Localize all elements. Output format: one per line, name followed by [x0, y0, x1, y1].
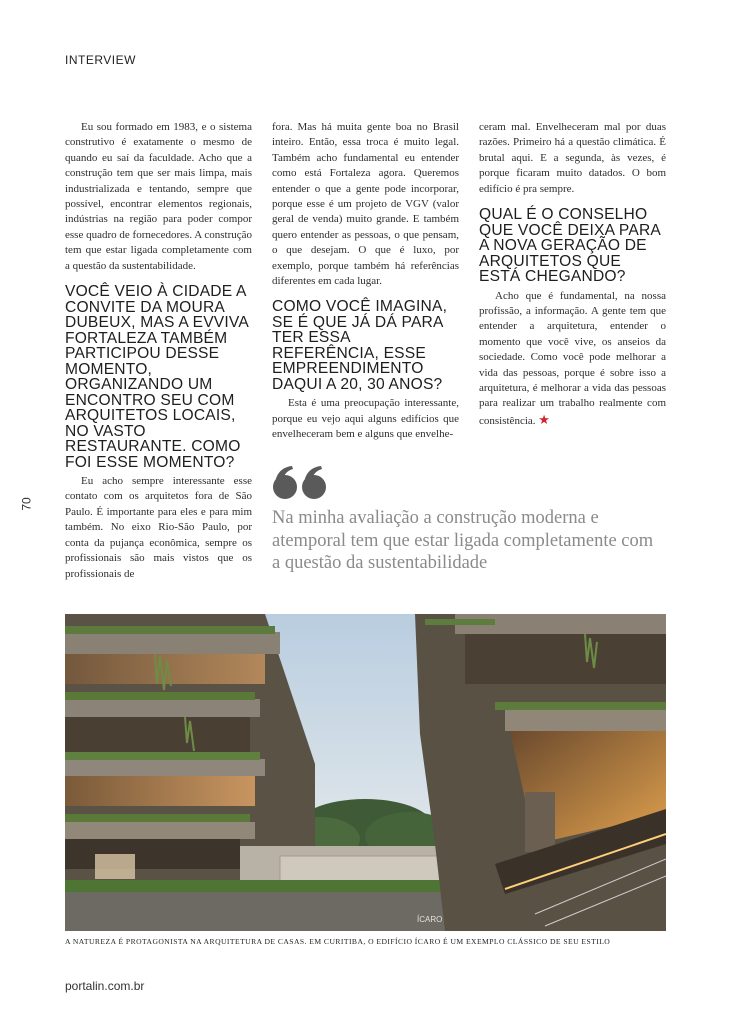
question-heading: QUAL É O CONSELHO QUE VOCÊ DEIXA PARA A NOVA GERAÇÃO DE ARQUITETOS QUE ESTÁ CHEGANDO? [479, 206, 661, 286]
answer-paragraph: ceram mal. Envelheceram mal por duas razões. Primeiro há a questão climática. É brutal aqui. E a segunda, às vezes, é porque ficaram muito datados. O bom edifício é pra sempre. [479, 121, 666, 195]
question-heading: VOCÊ VEIO À CIDADE A CONVITE DA MOURA DUBEUX, MAS A EVVIVA FORTALEZA TAMBÉM PARTICIPOU DESSE MOMENTO, ORGANIZANDO UM ENCONTRO SEU COM ARQUITETOS LOCAIS, NO VASTO RESTAURANTE. COMO FOI ESSE MOMENTO? [65, 283, 249, 471]
quote-icon [272, 465, 330, 501]
page-number: 70 [19, 497, 34, 511]
question-heading: COMO VOCÊ IMAGINA, SE É QUE JÁ DÁ PARA TER ESSA REFERÊNCIA, ESSE EMPREENDIMENTO DAQUI A 20, 30 ANOS? [272, 298, 448, 393]
footer-site: portalin.com.br [65, 979, 145, 993]
answer-paragraph: Esta é uma preocupação interessante, porque eu vejo aqui alguns edifícios que envelheceram bem e alguns que envelhe- [272, 397, 459, 441]
answer-paragraph: Eu sou formado em 1983, e o sistema construtivo é exatamente o mesmo de quando eu saí da faculdade. Acho que a construção tem que ser mais limpa, mais industrializada e tentando, sempre que possível, encontrar elementos regionais, indústrias na região para poder compor esse quadro de fornecedores. A construção tem que estar ligada completamente com a questão da sustentabilidade. [65, 121, 252, 272]
column-1 [65, 120, 252, 582]
end-mark-icon: ★ [538, 411, 550, 427]
building-photo [65, 614, 666, 931]
answer-paragraph [479, 289, 666, 430]
answer-paragraph: fora. Mas há muita gente boa no Brasil inteiro. Então, essa troca é muito legal. Também acho fundamental eu entender como está Fortaleza agora. Queremos entender o que a gente pode incorporar, porque esse é um projeto de VGV (valor geral de venda) muito grande. E também quero entender as pessoas, o que pensam, o que desejam. O que é luxo, por exemplo, porque também há referências diferentes em cada lugar. [272, 121, 459, 288]
section-label: INTERVIEW [65, 53, 136, 67]
column-3 [479, 120, 666, 429]
building-sign-text: ÍCARO [417, 915, 443, 924]
column-2 [272, 120, 459, 443]
pull-quote [272, 465, 662, 575]
pull-quote-text: Na minha avaliação a construção moderna e atemporal tem que estar ligada completamente com a questão da sustentabilidade [272, 508, 654, 573]
photo-caption: A NATUREZA É PROTAGONISTA NA ARQUITETURA DE CASAS. EM CURITIBA, O EDIFÍCIO ÍCARO É UM EXEMPLO CLÁSSICO DE SEU ESTILO [65, 937, 611, 946]
answer-text: Acho que é fundamental, na nossa profissão, a informação. A gente tem que entender a arquitetura, entender o momento que você vive, os anseios da sociedade. Como você pode melhorar a vida das pessoas, porque é sobre isso a arquitetura, é melhorar a vida das pessoas para realizar um trabalho realmente com consistência. [479, 289, 666, 427]
answer-paragraph: Eu acho sempre interessante esse contato com os arquitetos fora de São Paulo. É importante para eles e para mim também. No eixo Rio-São Paulo, por conta da pujança econômica, sempre os profissionais são mais vistos que os profissionais de [65, 475, 252, 580]
